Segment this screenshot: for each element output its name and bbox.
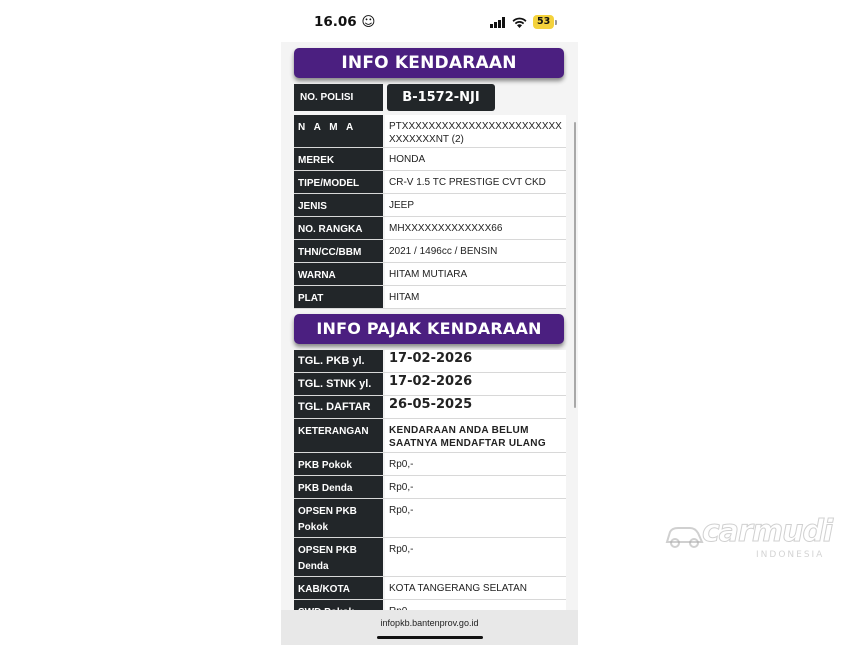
table-row [294,373,566,396]
row-value: 17-02-2026 [385,373,566,395]
status-bar [281,0,578,42]
row-label: KAB/KOTA [294,577,383,599]
car-icon [664,520,704,550]
table-row [294,396,566,419]
row-label: TGL. DAFTAR [294,396,383,418]
row-value: 2021 / 1496cc / BENSIN [385,240,566,262]
web-content [281,42,578,610]
table-row [294,148,566,171]
table-row [294,577,566,600]
row-label: WARNA [294,263,383,285]
row-value: 26-05-2025 [385,396,566,418]
table-row [294,240,566,263]
table-row [294,453,566,476]
row-label: THN/CC/BBM [294,240,383,262]
row-label: KETERANGAN [294,419,383,452]
phone-screen [281,0,578,645]
row-value: JEEP [385,194,566,216]
table-row [294,476,566,499]
table-row [294,171,566,194]
table-row [294,194,566,217]
plate-number: B-1572-NJI [387,84,495,111]
wifi-icon [512,17,527,28]
row-value: KOTA TANGERANG SELATAN [385,577,566,599]
url-text[interactable]: infopkb.bantenprov.go.id [380,618,479,628]
watermark-logo [664,512,844,564]
watermark-sub: INDONESIA [756,550,825,560]
table-row [294,350,566,373]
section-title-info-kendaraan: INFO KENDARAAN [294,48,564,78]
row-value: Rp0,- [385,453,566,475]
smiley-icon: ☺ [361,14,376,30]
table-row [294,419,566,453]
row-label: TIPE/MODEL [294,171,383,193]
browser-url-bar[interactable] [281,610,578,645]
row-label: JENIS [294,194,383,216]
home-indicator[interactable] [377,636,483,639]
table-row [294,263,566,286]
row-value: Rp0,- [385,538,566,576]
table-row [294,538,566,577]
table-row [294,115,566,148]
row-label: NO. RANGKA [294,217,383,239]
row-label: TGL. STNK yl. [294,373,383,395]
status-time: 16.06 ☺ [314,14,376,30]
row-label: PLAT [294,286,383,308]
battery-indicator: 53 [533,15,554,29]
row-value: HITAM MUTIARA [385,263,566,285]
scrollbar[interactable] [574,122,576,408]
battery-tip [555,20,557,25]
row-value: MHXXXXXXXXXXXXX66 [385,217,566,239]
row-value: HITAM [385,286,566,308]
row-label: PKB Pokok [294,453,383,475]
row-value: 17-02-2026 [385,350,566,372]
row-value: HONDA [385,148,566,170]
table-row [294,286,566,309]
row-label: TGL. PKB yl. [294,350,383,372]
row-value: CR-V 1.5 TC PRESTIGE CVT CKD [385,171,566,193]
row-label: OPSEN PKB Denda [294,538,383,576]
row-value: KENDARAAN ANDA BELUM SAATNYA MENDAFTAR ULANG [385,419,566,452]
row-value: Rp0,- [385,499,566,537]
plate-label: NO. POLISI [294,84,383,111]
row-label: MEREK [294,148,383,170]
status-icons [490,14,557,30]
row-value: Rp0,- [385,476,566,498]
table-row [294,499,566,538]
row-value: PTXXXXXXXXXXXXXXXXXXXXXXXXXXXXXXXNT (2) [385,115,566,147]
row-label: N A M A [294,115,383,147]
watermark-brand: carmudi [702,514,833,549]
row-label: PKB Denda [294,476,383,498]
row-label: OPSEN PKB Pokok [294,499,383,537]
section-title-info-pajak: INFO PAJAK KENDARAAN [294,314,564,344]
cellular-signal-icon [490,17,506,28]
table-row [294,217,566,240]
